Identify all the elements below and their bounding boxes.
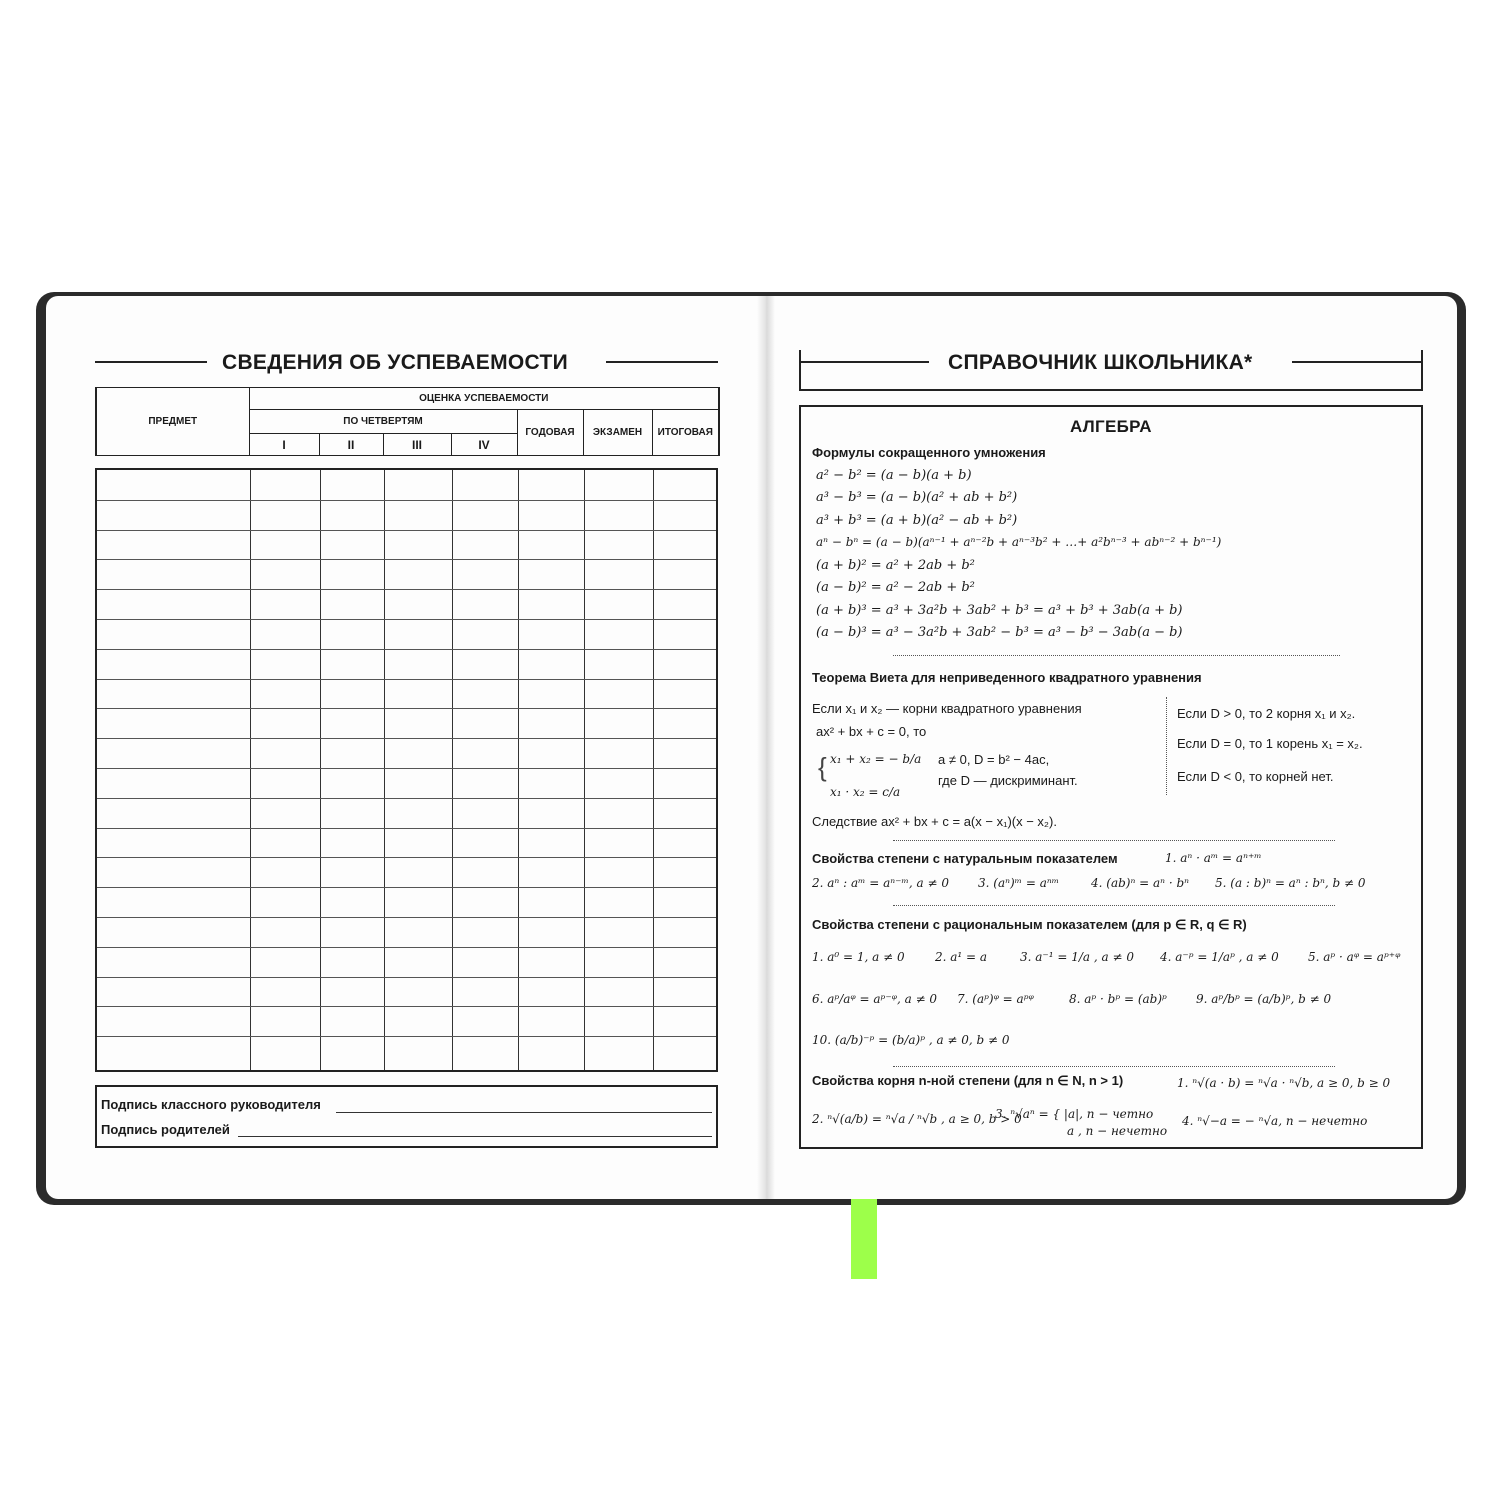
grid-row-line xyxy=(97,559,716,560)
subject-header: ПРЕДМЕТ xyxy=(96,388,249,456)
quarter-2: II xyxy=(319,434,383,456)
roots-heading: Свойства корня n-ной степени (для n ∈ N, n > 1) xyxy=(812,1073,1124,1088)
roots-prop-2: 2. ⁿ√(a/b) = ⁿ√a / ⁿ√b , a ≥ 0, b > 0 xyxy=(812,1112,1022,1126)
rational-prop-7: 7. (aᵖ)ᵠ = aᵖᵠ xyxy=(957,992,1034,1006)
abbrev-heading: Формулы сокращенного умножения xyxy=(812,445,1046,460)
bookmark-ribbon[interactable] xyxy=(851,1199,877,1279)
rational-prop-5: 5. aᵖ · aᵠ = aᵖ⁺ᵠ xyxy=(1308,950,1401,964)
signature-box xyxy=(95,1085,718,1148)
natural-prop-5: 5. (a : b)ⁿ = aⁿ : bⁿ, b ≠ 0 xyxy=(1215,876,1366,890)
grid-row-line xyxy=(97,738,716,739)
roots-prop-3a: 3. ⁿ√aⁿ = { |a|, n − четно xyxy=(995,1107,1154,1121)
vieta-line-2: ax² + bx + c = 0, то xyxy=(816,724,927,739)
rational-prop-8: 8. aᵖ · bᵖ = (ab)ᵖ xyxy=(1069,992,1167,1006)
left-page-title: СВЕДЕНИЯ ОБ УСПЕВАЕМОСТИ xyxy=(222,351,568,374)
grades-table-header xyxy=(95,387,720,456)
roots-prop-3b: a , n − нечетно xyxy=(1067,1124,1168,1138)
rational-prop-6: 6. aᵖ/aᵠ = aᵖ⁻ᵠ, a ≠ 0 xyxy=(812,992,938,1006)
natural-heading: Свойства степени с натуральным показателем xyxy=(812,851,1118,866)
quarter-1: I xyxy=(249,434,319,456)
grid-row-line xyxy=(97,589,716,590)
natural-prop-3: 3. (aⁿ)ᵐ = aⁿᵐ xyxy=(978,876,1060,890)
vieta-product: x₁ · x₂ = c/a xyxy=(830,785,901,799)
rational-prop-1: 1. a⁰ = 1, a ≠ 0 xyxy=(812,950,905,964)
rational-heading: Свойства степени с рациональным показателем (для p ∈ R, q ∈ R) xyxy=(812,917,1247,932)
roots-prop-1: 1. ⁿ√(a · b) = ⁿ√a · ⁿ√b, a ≥ 0, b ≥ 0 xyxy=(1177,1076,1391,1090)
divider xyxy=(893,905,1335,906)
natural-prop-4: 4. (ab)ⁿ = aⁿ · bⁿ xyxy=(1091,876,1190,890)
rational-prop-10: 10. (a/b)⁻ᵖ = (b/a)ᵖ , a ≠ 0, b ≠ 0 xyxy=(812,1033,1010,1047)
exam-header: ЭКЗАМЕН xyxy=(583,410,652,456)
formula-8: (a − b)³ = a³ − 3a²b + 3ab² − b³ = a³ − b³ − 3ab(a − b) xyxy=(816,625,1183,640)
vieta-condition-2: где D — дискриминант. xyxy=(938,773,1078,788)
rational-prop-4: 4. a⁻ᵖ = 1/aᵖ , a ≠ 0 xyxy=(1160,950,1279,964)
grid-row-line xyxy=(97,887,716,888)
notebook-spine xyxy=(757,296,775,1199)
rational-prop-3: 3. a⁻¹ = 1/a , a ≠ 0 xyxy=(1020,950,1134,964)
teacher-signature-label: Подпись классного руководителя xyxy=(101,1097,321,1112)
right-page-title: СПРАВОЧНИК ШКОЛЬНИКА* xyxy=(948,351,1253,374)
vieta-sum: x₁ + x₂ = − b/a xyxy=(830,752,922,766)
vieta-line-1: Если x₁ и x₂ — корни квадратного уравнения xyxy=(812,701,1082,716)
formula-2: a³ − b³ = (a − b)(a² + ab + b²) xyxy=(816,490,1018,505)
vieta-condition-1: a ≠ 0, D = b² − 4ac, xyxy=(938,752,1050,767)
divider xyxy=(893,840,1335,841)
subject-title: АЛГЕБРА xyxy=(1070,417,1152,436)
natural-prop-1: 1. aⁿ · aᵐ = aⁿ⁺ᵐ xyxy=(1165,851,1262,865)
grades-table-body[interactable] xyxy=(95,468,718,1072)
title-rule-right xyxy=(606,361,718,363)
grades-header: ОЦЕНКА УСПЕВАЕМОСТИ xyxy=(249,388,719,410)
grid-row-line xyxy=(97,500,716,501)
grid-row-line xyxy=(97,828,716,829)
natural-prop-2: 2. aⁿ : aᵐ = aⁿ⁻ᵐ, a ≠ 0 xyxy=(812,876,949,890)
formula-7: (a + b)³ = a³ + 3a²b + 3ab² + b³ = a³ + b³ + 3ab(a + b) xyxy=(816,603,1183,618)
formula-1: a² − b² = (a − b)(a + b) xyxy=(816,468,972,483)
grid-row-line xyxy=(97,917,716,918)
vertical-divider xyxy=(1166,697,1167,795)
formula-4: aⁿ − bⁿ = (a − b)(aⁿ⁻¹ + aⁿ⁻²b + aⁿ⁻³b² + …+ a²bⁿ⁻³ + abⁿ⁻² + bⁿ⁻¹) xyxy=(816,535,1222,549)
grid-row-line xyxy=(97,947,716,948)
parents-signature-line[interactable] xyxy=(238,1136,712,1137)
rational-prop-9: 9. aᵖ/bᵖ = (a/b)ᵖ, b ≠ 0 xyxy=(1196,992,1332,1006)
grid-row-line xyxy=(97,857,716,858)
formula-5: (a + b)² = a² + 2ab + b² xyxy=(816,558,975,573)
ref-title-box xyxy=(799,350,1423,391)
yearly-header: ГОДОВАЯ xyxy=(517,410,583,456)
vieta-corollary: Следствие ax² + bx + c = a(x − x₁)(x − x₂). xyxy=(812,814,1057,829)
divider xyxy=(893,1066,1335,1067)
grid-row-line xyxy=(97,649,716,650)
vieta-heading: Теорема Виета для неприведенного квадратного уравнения xyxy=(812,670,1202,685)
divider xyxy=(893,655,1340,656)
system-brace: { xyxy=(818,752,827,782)
grid-row-line xyxy=(97,798,716,799)
grid-row-line xyxy=(97,679,716,680)
grid-row-line xyxy=(97,1006,716,1007)
roots-prop-4: 4. ⁿ√−a = − ⁿ√a, n − нечетно xyxy=(1182,1114,1368,1128)
vieta-case-1: Если D > 0, то 2 корня x₁ и x₂. xyxy=(1177,706,1356,721)
final-header: ИТОГОВАЯ xyxy=(652,410,719,456)
title-rule-left xyxy=(95,361,207,363)
grid-row-line xyxy=(97,1036,716,1037)
formula-6: (a − b)² = a² − 2ab + b² xyxy=(816,580,975,595)
rational-prop-2: 2. a¹ = a xyxy=(935,950,988,964)
teacher-signature-line[interactable] xyxy=(336,1112,712,1113)
grid-row-line xyxy=(97,708,716,709)
quarter-3: III xyxy=(383,434,451,456)
quarter-4: IV xyxy=(451,434,517,456)
grid-row-line xyxy=(97,530,716,531)
formula-3: a³ + b³ = (a + b)(a² − ab + b²) xyxy=(816,513,1018,528)
grid-row-line xyxy=(97,619,716,620)
grid-row-line xyxy=(97,768,716,769)
grid-row-line xyxy=(97,977,716,978)
vieta-case-2: Если D = 0, то 1 корень x₁ = x₂. xyxy=(1177,736,1363,751)
parents-signature-label: Подпись родителей xyxy=(101,1122,230,1137)
vieta-case-3: Если D < 0, то корней нет. xyxy=(1177,769,1334,784)
quarters-header: ПО ЧЕТВЕРТЯМ xyxy=(249,410,517,434)
